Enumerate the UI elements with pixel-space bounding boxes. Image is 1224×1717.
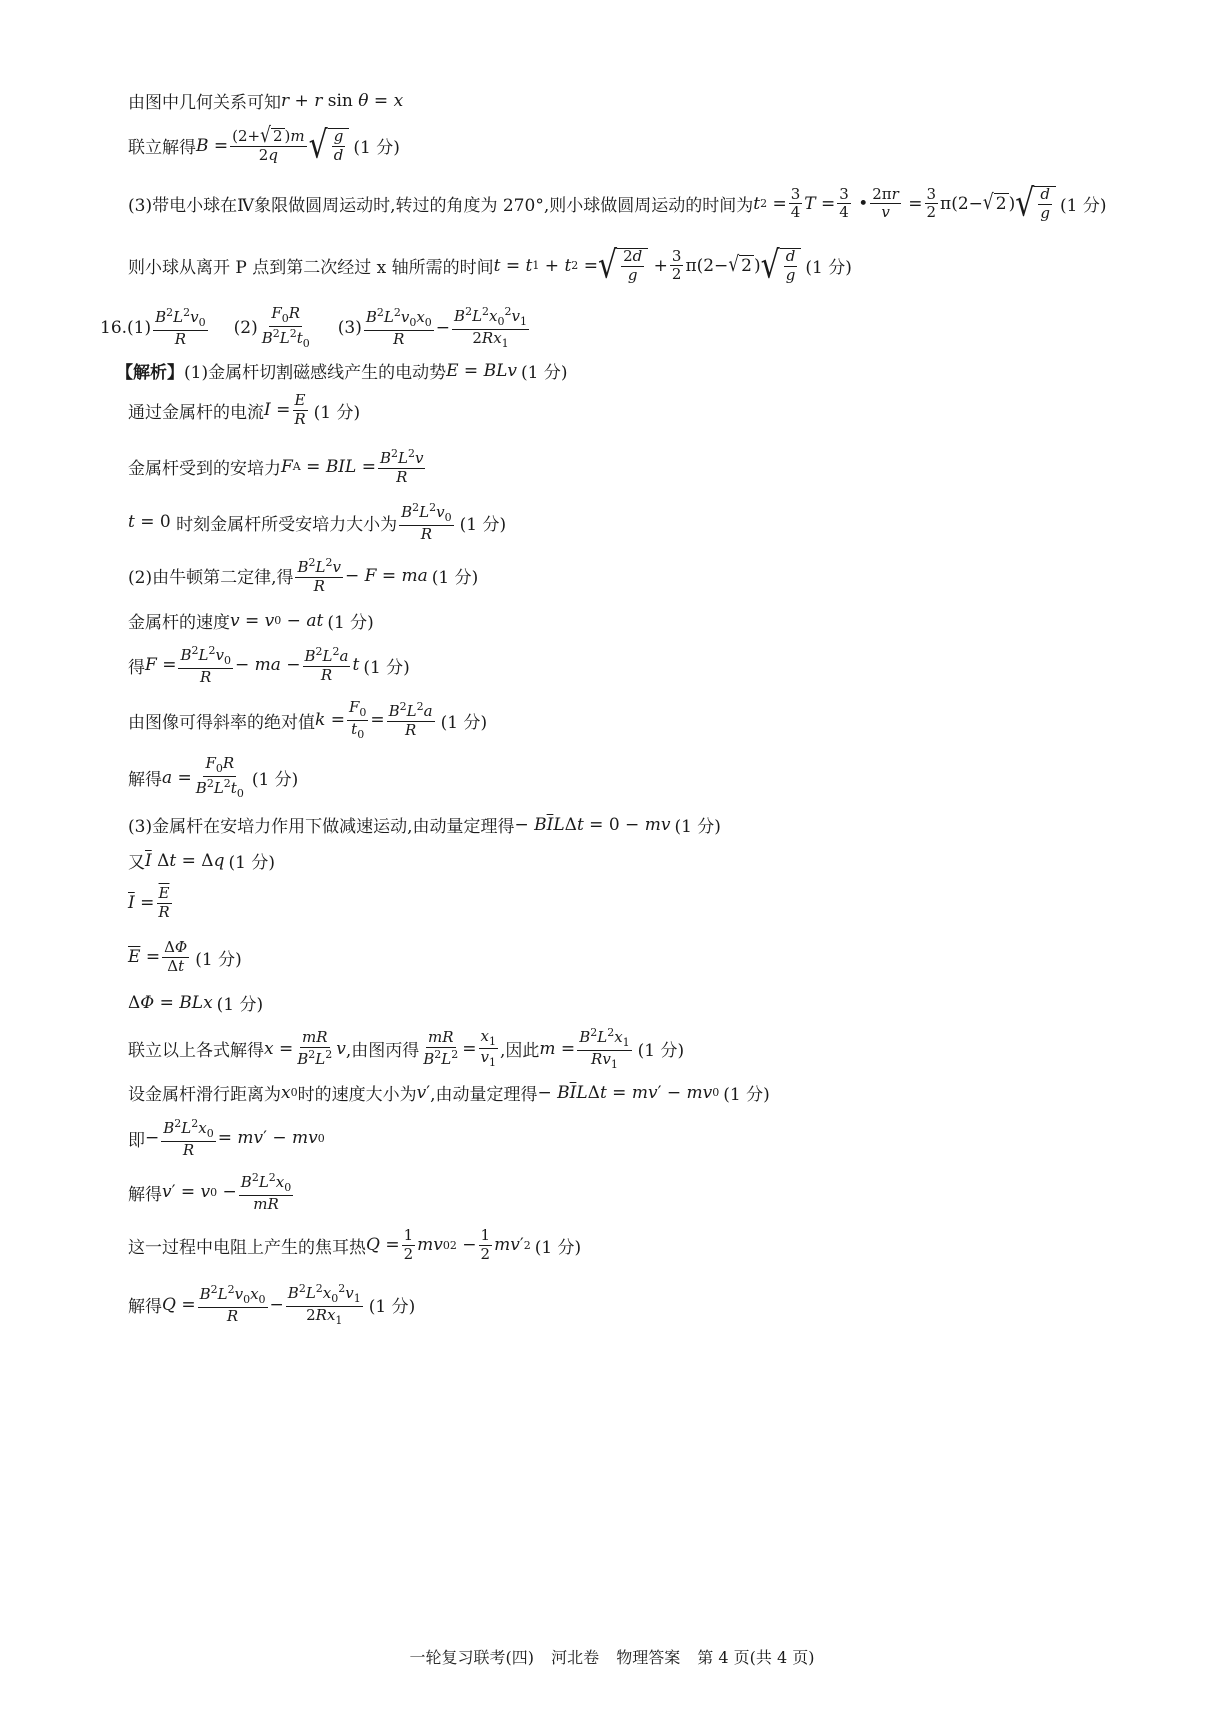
line-text: 金属杆受到的安培力: [128, 459, 281, 480]
line-text: 解得: [128, 1297, 162, 1318]
velocity-line: 金属杆的速度 v = v 0 − at (1 分): [128, 608, 374, 633]
score: (1 分): [368, 1297, 416, 1318]
score: (1 分): [195, 949, 242, 970]
ampere-force-line: 金属杆受到的安培力 F A = BIL = $\frac{B^2L^2v}{R}$: [128, 447, 424, 486]
score: (1 分): [723, 1085, 770, 1105]
line-text: (2)由牛顿第二定律,得: [128, 568, 294, 589]
average-emf-line: $\overline{E}$ = $\frac{\Delta\Phi}{\Delta t}$ (1 分): [128, 938, 242, 975]
momentum-theorem-line: (3)金属杆在安培力作用下做减速运动,由动量定理得 − B $\overline{I}$ L Δ t = 0 − mv (1 分): [128, 812, 721, 837]
analysis-label: 【解析】: [116, 363, 184, 383]
flux-change-line: Δ Φ = BLx (1 分): [128, 990, 263, 1015]
line-text: 通过金属杆的电流: [128, 402, 264, 423]
total-time-line: 则小球从离开 P 点到第二次经过 x 轴所需的时间 t = t 1 + t 2 = √ $\frac{2d}{g}$ + $\frac{3}{2}$ π(2− √ 2 ) √ $\frac{d}{g}$ (1 分): [128, 243, 852, 287]
score: (1 分): [327, 613, 374, 633]
score: (1 分): [251, 770, 299, 791]
line-text: 得: [128, 657, 145, 678]
average-current-line: $\overline{I}$ = $\frac{\overline{E}}{R}$: [128, 884, 170, 921]
paper-name: 河北卷: [551, 1648, 600, 1667]
score: (1 分): [228, 853, 275, 873]
analysis-emf-line: 【解析】 (1)金属杆切割磁感线产生的电动势 E = BLv (1 分): [116, 358, 567, 383]
geometry-relation-line: 由图中几何关系可知 r + r sin θ = x: [128, 88, 403, 113]
equation: r: [281, 90, 290, 111]
charge-line: 又 $\overline{I}$ Δ t = Δ q (1 分): [128, 848, 275, 873]
line-text: 联立解得: [128, 138, 196, 159]
current-line: 通过金属杆的电流 I = $\frac{E}{R}$ (1 分): [128, 391, 361, 428]
line-text-mid2: ,因此: [500, 1041, 540, 1062]
line-text: 这一过程中电阻上产生的焦耳热: [128, 1237, 366, 1258]
joule-heat-line: 这一过程中电阻上产生的焦耳热 Q = $\frac{1}{2}$ mv 0 2 − $\frac{1}{2}$ mv ′ 2 (1 分): [128, 1226, 582, 1263]
line-text-mid: ,由图丙得: [345, 1041, 420, 1062]
score: (1 分): [674, 817, 721, 837]
score: (1 分): [805, 258, 852, 279]
solve-velocity-line: 解得 v ′ = v 0 − $\frac{B^2L^2x_0}{mR}$: [128, 1171, 292, 1213]
momentum-expression-line: 即 − $\frac{B^2L^2x_0}{R}$ = mv ′ − mv 0: [128, 1117, 325, 1159]
line-text: (3)金属杆在安培力作用下做减速运动,由动量定理得: [128, 817, 515, 837]
line-text: 联立以上各式解得: [128, 1041, 264, 1062]
line-text: 设金属杆滑行距离为: [128, 1085, 281, 1105]
subject-name: 物理答案: [616, 1648, 681, 1667]
exam-name: 一轮复习联考(四): [409, 1648, 534, 1667]
line-text: 解得: [128, 1184, 162, 1205]
score: (1 分): [431, 568, 479, 589]
solve-heat-line: 解得 Q = $\frac{B^2L^2v_0x_0}{R}$ − $\frac{B^2L^2x_0^2v_1}{2Rx_1}$ (1 分): [128, 1282, 416, 1327]
line-text-mid: 时的速度大小为: [297, 1085, 417, 1105]
score: (1 分): [440, 712, 488, 733]
line-text: 又: [128, 853, 145, 873]
score: (1 分): [520, 363, 568, 383]
score: (1 分): [459, 514, 507, 535]
line-text: 则小球从离开 P 点到第二次经过 x 轴所需的时间: [128, 258, 494, 279]
line-text: 时刻金属杆所受安培力大小为: [176, 514, 398, 535]
question-number: 16.: [100, 317, 128, 338]
solve-mass-line: 联立以上各式解得 x = $\frac{mR}{B^2L^2}$ v ,由图丙得 $\frac{mR}{B^2L^2}$ = $\frac{x_1}{v_1}$ ,因此 m = $\frac{B^2L^2x_1}{Rv_1}$ (1 分): [128, 1026, 685, 1071]
score: (1 分): [313, 402, 361, 423]
line-text: 由图像可得斜率的绝对值: [128, 712, 315, 733]
score: (1 分): [637, 1041, 685, 1062]
slope-line: 由图像可得斜率的绝对值 k = $\frac{F_0}{t_0}$ = $\frac{B^2L^2a}{R}$ (1 分): [128, 698, 488, 741]
sqrt: √ $\frac{g}{d}$: [309, 128, 350, 164]
line-text: (3)带电小球在Ⅳ象限做圆周运动时,转过的角度为 270°,则小球做圆周运动的时间为: [128, 196, 754, 217]
line-text: 由图中几何关系可知: [128, 93, 281, 113]
score: (1 分): [216, 995, 264, 1015]
line-text: 即: [128, 1130, 145, 1151]
fraction: (2+ √ 2 )m 2q: [232, 123, 305, 164]
score: (1 分): [1059, 196, 1107, 217]
q16-answers: 16. (1) $\frac{B^2L^2v_0}{R}$ (2) $\frac{F_0R}{B^2L^2t_0}$ (3) $\frac{B^2L^2v_0x_0}{R}$ − $\frac{B^2L^2x_0^2v_1}{2Rx_1}$: [100, 304, 527, 350]
line-text: 金属杆的速度: [128, 613, 230, 633]
newton-law-line: (2)由牛顿第二定律,得 $\frac{B^2L^2v}{R}$ − F = ma (1 分): [128, 556, 479, 595]
score: (1 分): [363, 657, 410, 678]
line-text: (1)金属杆切割磁感线产生的电动势: [184, 363, 447, 383]
page-footer: [0, 1645, 1224, 1668]
score: (1 分): [353, 138, 400, 159]
force-expression-line: 得 F = $\frac{B^2L^2v_0}{R}$ − ma − $\frac{B^2L^2a}{R}$ t (1 分): [128, 644, 410, 686]
page-number: 第 4 页(共 4 页): [697, 1648, 815, 1667]
distance-velocity-line: 设金属杆滑行距离为 x 0 时的速度大小为 v ′ ,由动量定理得 − B $\overline{I}$ L Δ t = mv ′ − mv 0 (1 分): [128, 1080, 770, 1105]
circular-motion-time-line: (3)带电小球在Ⅳ象限做圆周运动时,转过的角度为 270°,则小球做圆周运动的时间为 t 2 = $\frac{3}{4}$ T = $\frac{3}{4}$ • $\frac{2\pi r}{v}$ = $\frac{3}{2}$ π(2− √ 2 ) √ $\frac{d}{g}$ (1 分): [128, 181, 1107, 225]
score: (1 分): [534, 1237, 582, 1258]
initial-force-line: t = 0 时刻金属杆所受安培力大小为 $\frac{B^2L^2v_0}{R}$ (1 分): [128, 501, 507, 543]
line-text: 解得: [128, 770, 162, 791]
acceleration-line: 解得 a = $\frac{F_0R}{B^2L^2t_0}$ (1 分): [128, 754, 299, 800]
solve-b-line: 联立解得 B = (2+ √ 2 )m 2q √ $\frac{g}{d}$ (1 分): [128, 123, 400, 168]
line-text-mid2: ,由动量定理得: [430, 1085, 538, 1105]
